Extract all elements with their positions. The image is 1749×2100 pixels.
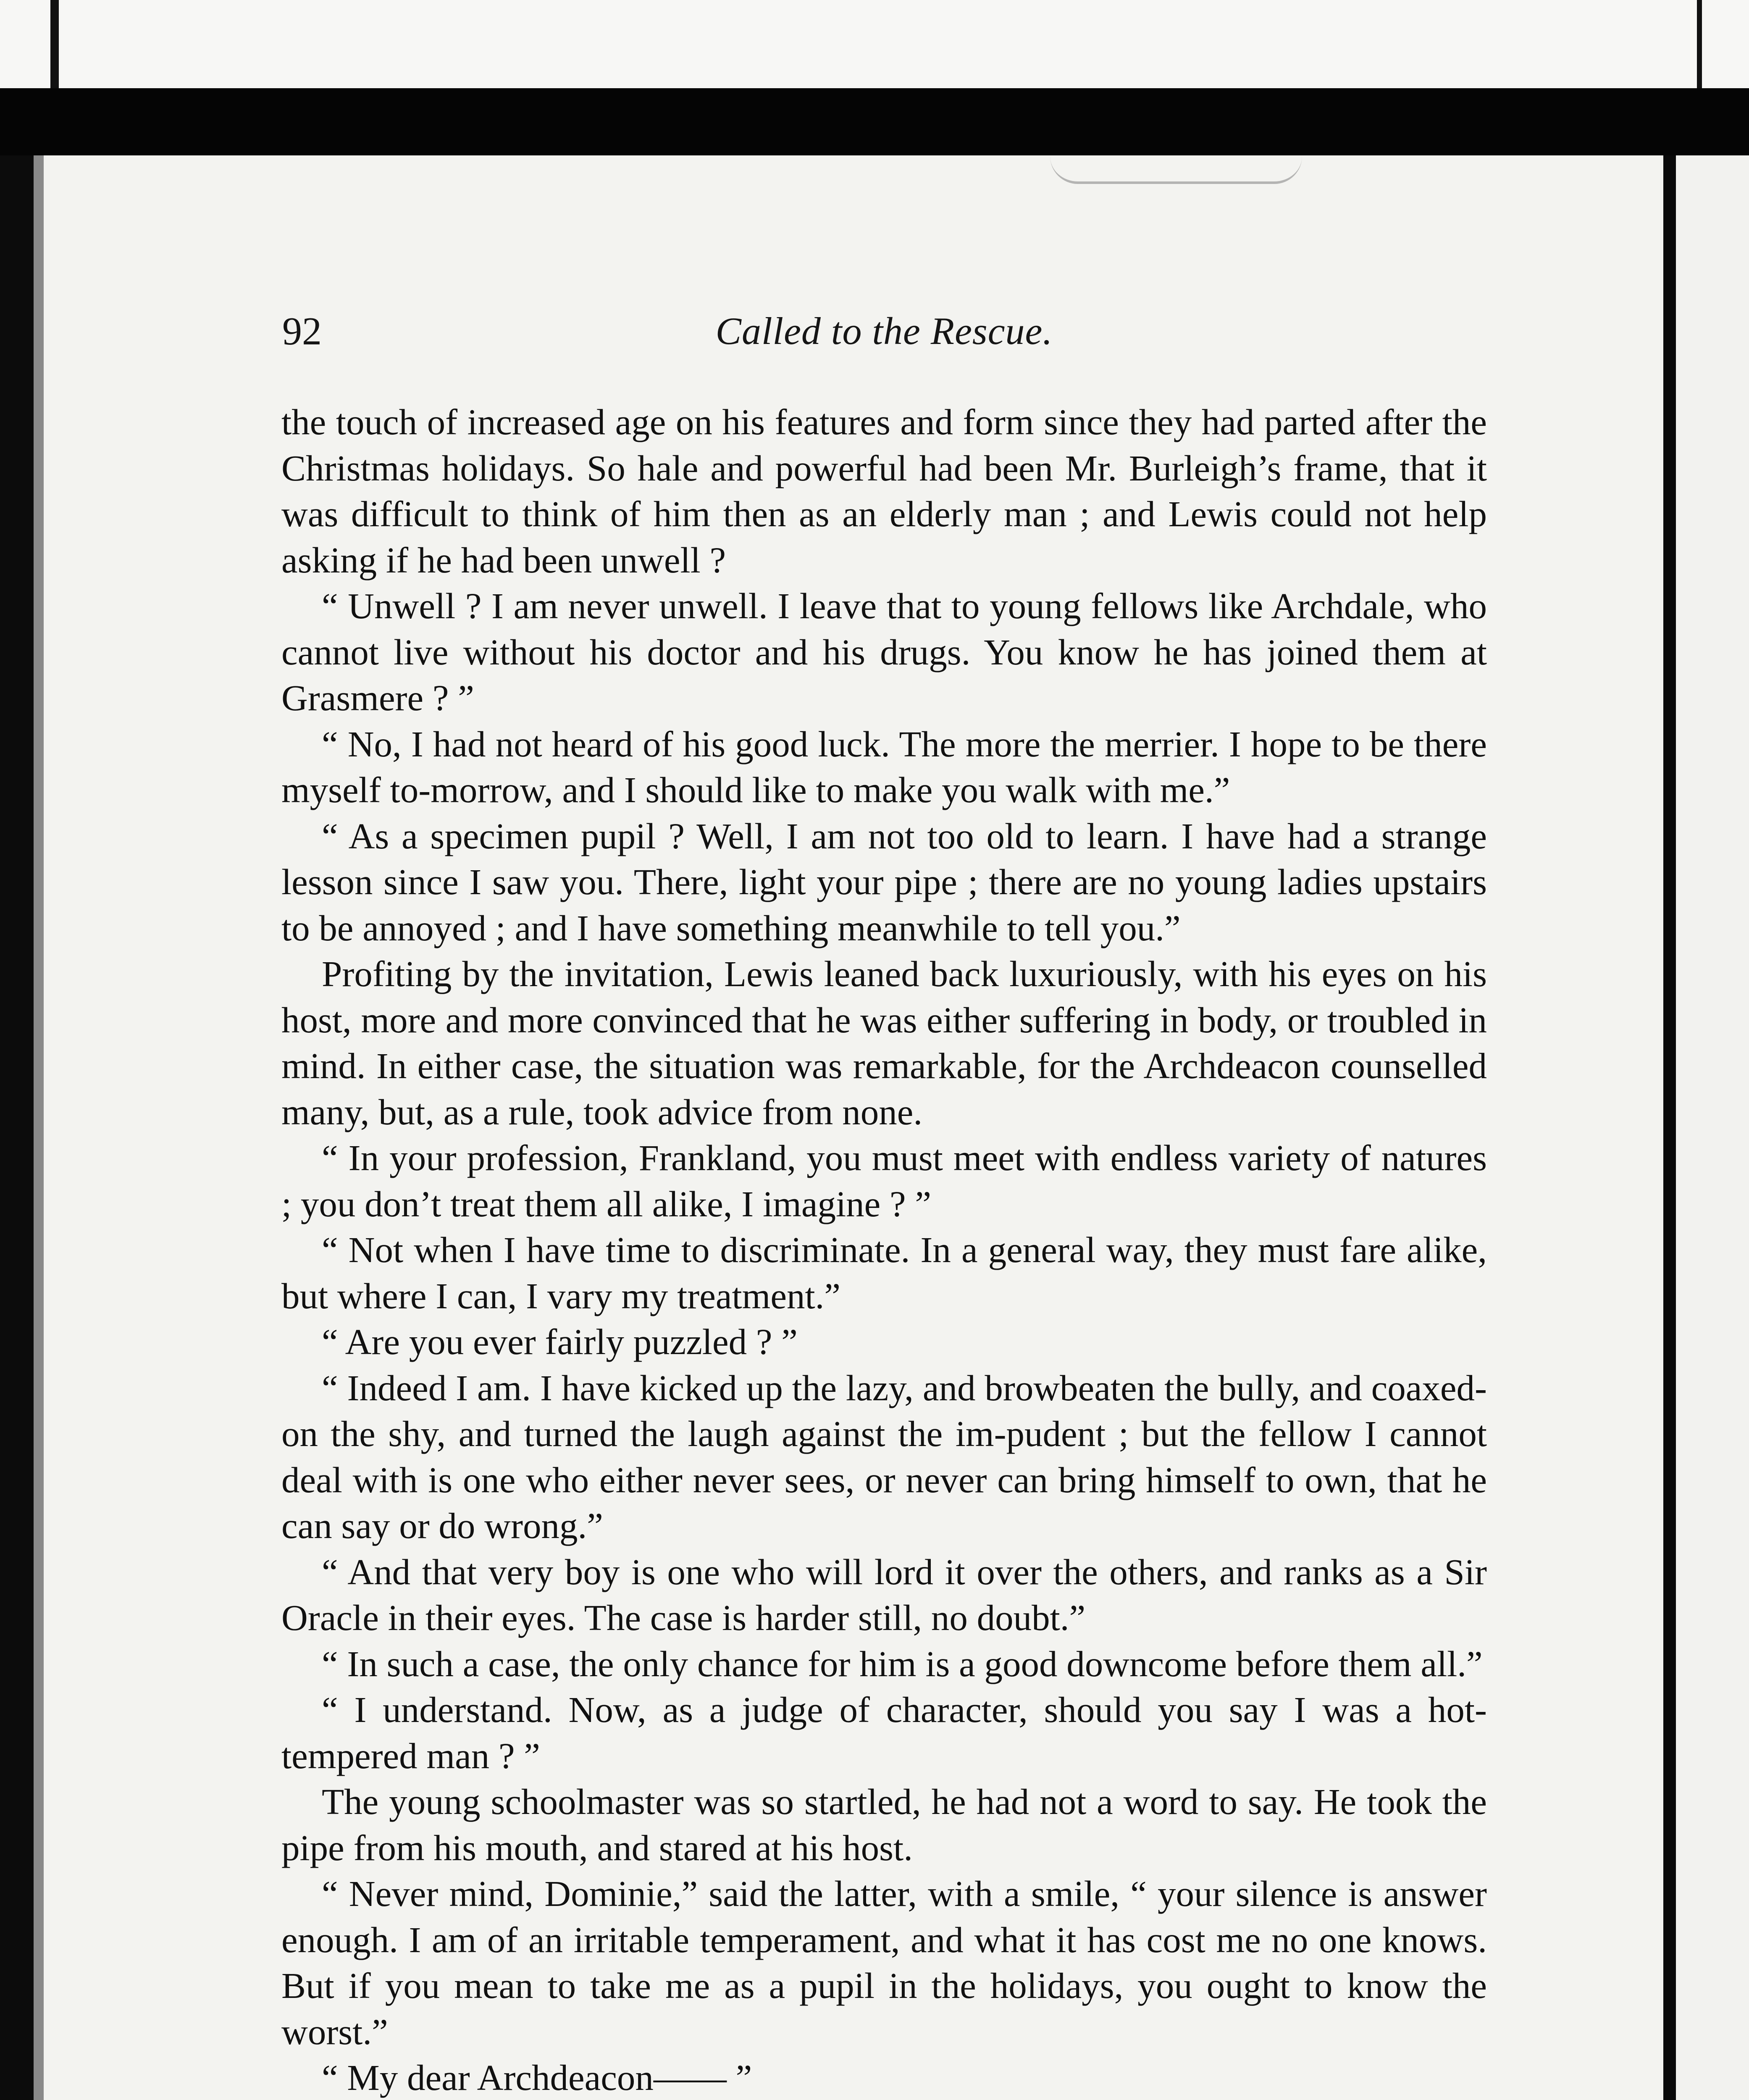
paragraph: The young schoolmaster was so startled, he had not a word to say. He took the pipe from his mouth, and stared at his host. — [281, 1781, 1487, 1868]
paragraph: the touch of increased age on his features and form since they had parted after the Christmas holidays. So hale and powerful had been Mr. Burleigh’s frame, that it was difficult to think of him then as an elderly man ; and Lewis could not help asking if he had been unwell ? — [281, 402, 1487, 580]
paragraph: “ My dear Archdeacon—— ” — [322, 2057, 752, 2098]
paragraph: “ As a specimen pupil ? Well, I am not too old to learn. I have had a strange lesson since I saw you. There, light your pipe ; there are no young ladies upstairs to be annoyed ; and I have something meanwhile to tell you.” — [281, 815, 1487, 948]
paragraph: “ Indeed I am. I have kicked up the lazy, and browbeaten the bully, and coaxed-on the shy, and turned the laugh against the im-pudent ; but the fellow I cannot deal with is one who either never sees, or never can bring himself to own, that he can say or do wrong.” — [281, 1367, 1487, 1546]
scan-border-left — [0, 155, 34, 2100]
paragraph: “ In your profession, Frankland, you must meet with endless variety of natures ; you don’t treat them all alike, I imagine ? ” — [281, 1137, 1487, 1224]
paragraph: “ I understand. Now, as a judge of character, should you say I was a hot-tempered man ? ” — [281, 1689, 1487, 1776]
paragraph: Profiting by the invitation, Lewis leaned back luxuriously, with his eyes on his host, more and more convinced that he was either suffering in body, or troubled in mind. In either case, the situation was remarkable, for the Archdeacon counselled many, but, as a rule, took advice from none. — [281, 953, 1487, 1132]
next-page-edge — [1676, 155, 1749, 2100]
page-gutter-shadow — [34, 155, 44, 2100]
page-header — [282, 309, 1486, 359]
paragraph: “ No, I had not heard of his good luck. The more the merrier. I hope to be there myself to-morrow, and I should like to make you walk with me.” — [281, 723, 1487, 810]
running-title: Called to the Rescue. — [715, 310, 1053, 352]
paragraph: “ Unwell ? I am never unwell. I leave that to young fellows like Archdale, who cannot live without his doctor and his drugs. You know he has joined them at Grasmere ? ” — [281, 585, 1487, 718]
page-number: 92 — [282, 310, 322, 353]
scan-edge-line — [1697, 0, 1702, 88]
paragraph: “ Are you ever fairly puzzled ? ” — [322, 1321, 798, 1362]
scan-artifact — [1050, 156, 1302, 184]
previous-page-strip — [0, 0, 1749, 97]
scan-border-right — [1663, 155, 1676, 2100]
paragraph: “ Not when I have time to discriminate. In a general way, they must fare alike, but where I can, I vary my treatment.” — [281, 1229, 1487, 1316]
body-text — [281, 399, 1487, 2100]
paragraph: “ Never mind, Dominie,” said the latter, with a smile, “ your silence is answer enough. I am of an irritable temperament, and what it has cost me no one knows. But if you mean to take me as a pupil in the holidays, you ought to know the worst.” — [281, 1873, 1487, 2052]
paragraph: “ And that very boy is one who will lord it over the others, and ranks as a Sir Oracle in their eyes. The case is harder still, no doubt.” — [281, 1551, 1487, 1638]
scan-edge-line — [50, 0, 59, 88]
paragraph: “ In such a case, the only chance for him is a good downcome before them all.” — [322, 1643, 1483, 1684]
scan-border-top — [0, 88, 1749, 155]
